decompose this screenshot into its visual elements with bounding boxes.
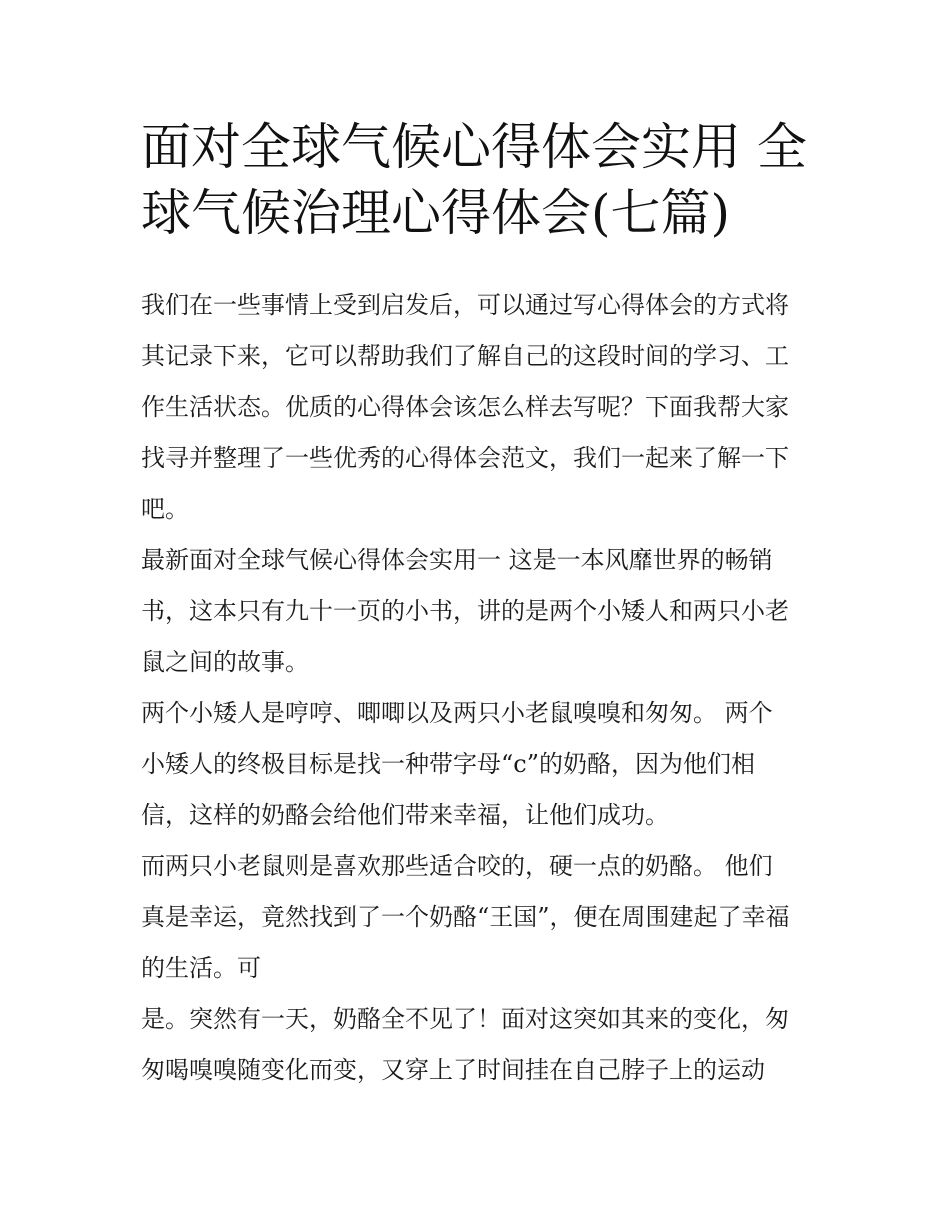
text-line: 其记录下来，它可以帮助我们了解自己的这段时间的学习、工 <box>141 342 789 370</box>
text-line: 最新面对全球气候心得体会实用一 这是一本风靡世界的畅销 <box>141 546 773 574</box>
text-line: 鼠之间的故事。 <box>141 648 309 676</box>
document-title <box>141 114 821 246</box>
paragraph-book-intro <box>141 535 821 688</box>
text-line: 两个小矮人是哼哼、唧唧以及两只小老鼠嗅嗅和匆匆。 两个 <box>141 699 773 727</box>
title-line-1: 面对全球气候心得体会实用 全 <box>141 118 807 176</box>
paragraph-mice <box>141 841 821 994</box>
text-line: 吧。 <box>141 495 189 523</box>
paragraph-intro <box>141 280 821 535</box>
text-line: 信，这样的奶酪会给他们带来幸福，让他们成功。 <box>141 801 669 829</box>
text-line: 我们在一些事情上受到启发后，可以通过写心得体会的方式将 <box>141 291 789 319</box>
document-body <box>141 280 821 1096</box>
text-line: 匆喝嗅嗅随变化而变，又穿上了时间挂在自己脖子上的运动 <box>141 1056 765 1084</box>
paragraph-characters <box>141 688 821 841</box>
text-line: 小矮人的终极目标是找一种带字母“c”的奶酪，因为他们相 <box>141 750 755 778</box>
text-line: 是。突然有一天，奶酪全不见了！面对这突如其来的变化，匆 <box>141 1005 789 1033</box>
paragraph-change <box>141 994 821 1096</box>
text-line: 真是幸运，竟然找到了一个奶酪“王国”，便在周围建起了幸福 <box>141 903 790 931</box>
text-line: 作生活状态。优质的心得体会该怎么样去写呢？下面我帮大家 <box>141 393 789 421</box>
text-line: 找寻并整理了一些优秀的心得体会范文，我们一起来了解一下 <box>141 444 789 472</box>
text-line: 而两只小老鼠则是喜欢那些适合咬的，硬一点的奶酪。 他们 <box>141 852 773 880</box>
text-line: 书，这本只有九十一页的小书，讲的是两个小矮人和两只小老 <box>141 597 789 625</box>
title-line-2: 球气候治理心得体会(七篇) <box>141 184 731 242</box>
text-line: 的生活。可 <box>141 954 261 982</box>
